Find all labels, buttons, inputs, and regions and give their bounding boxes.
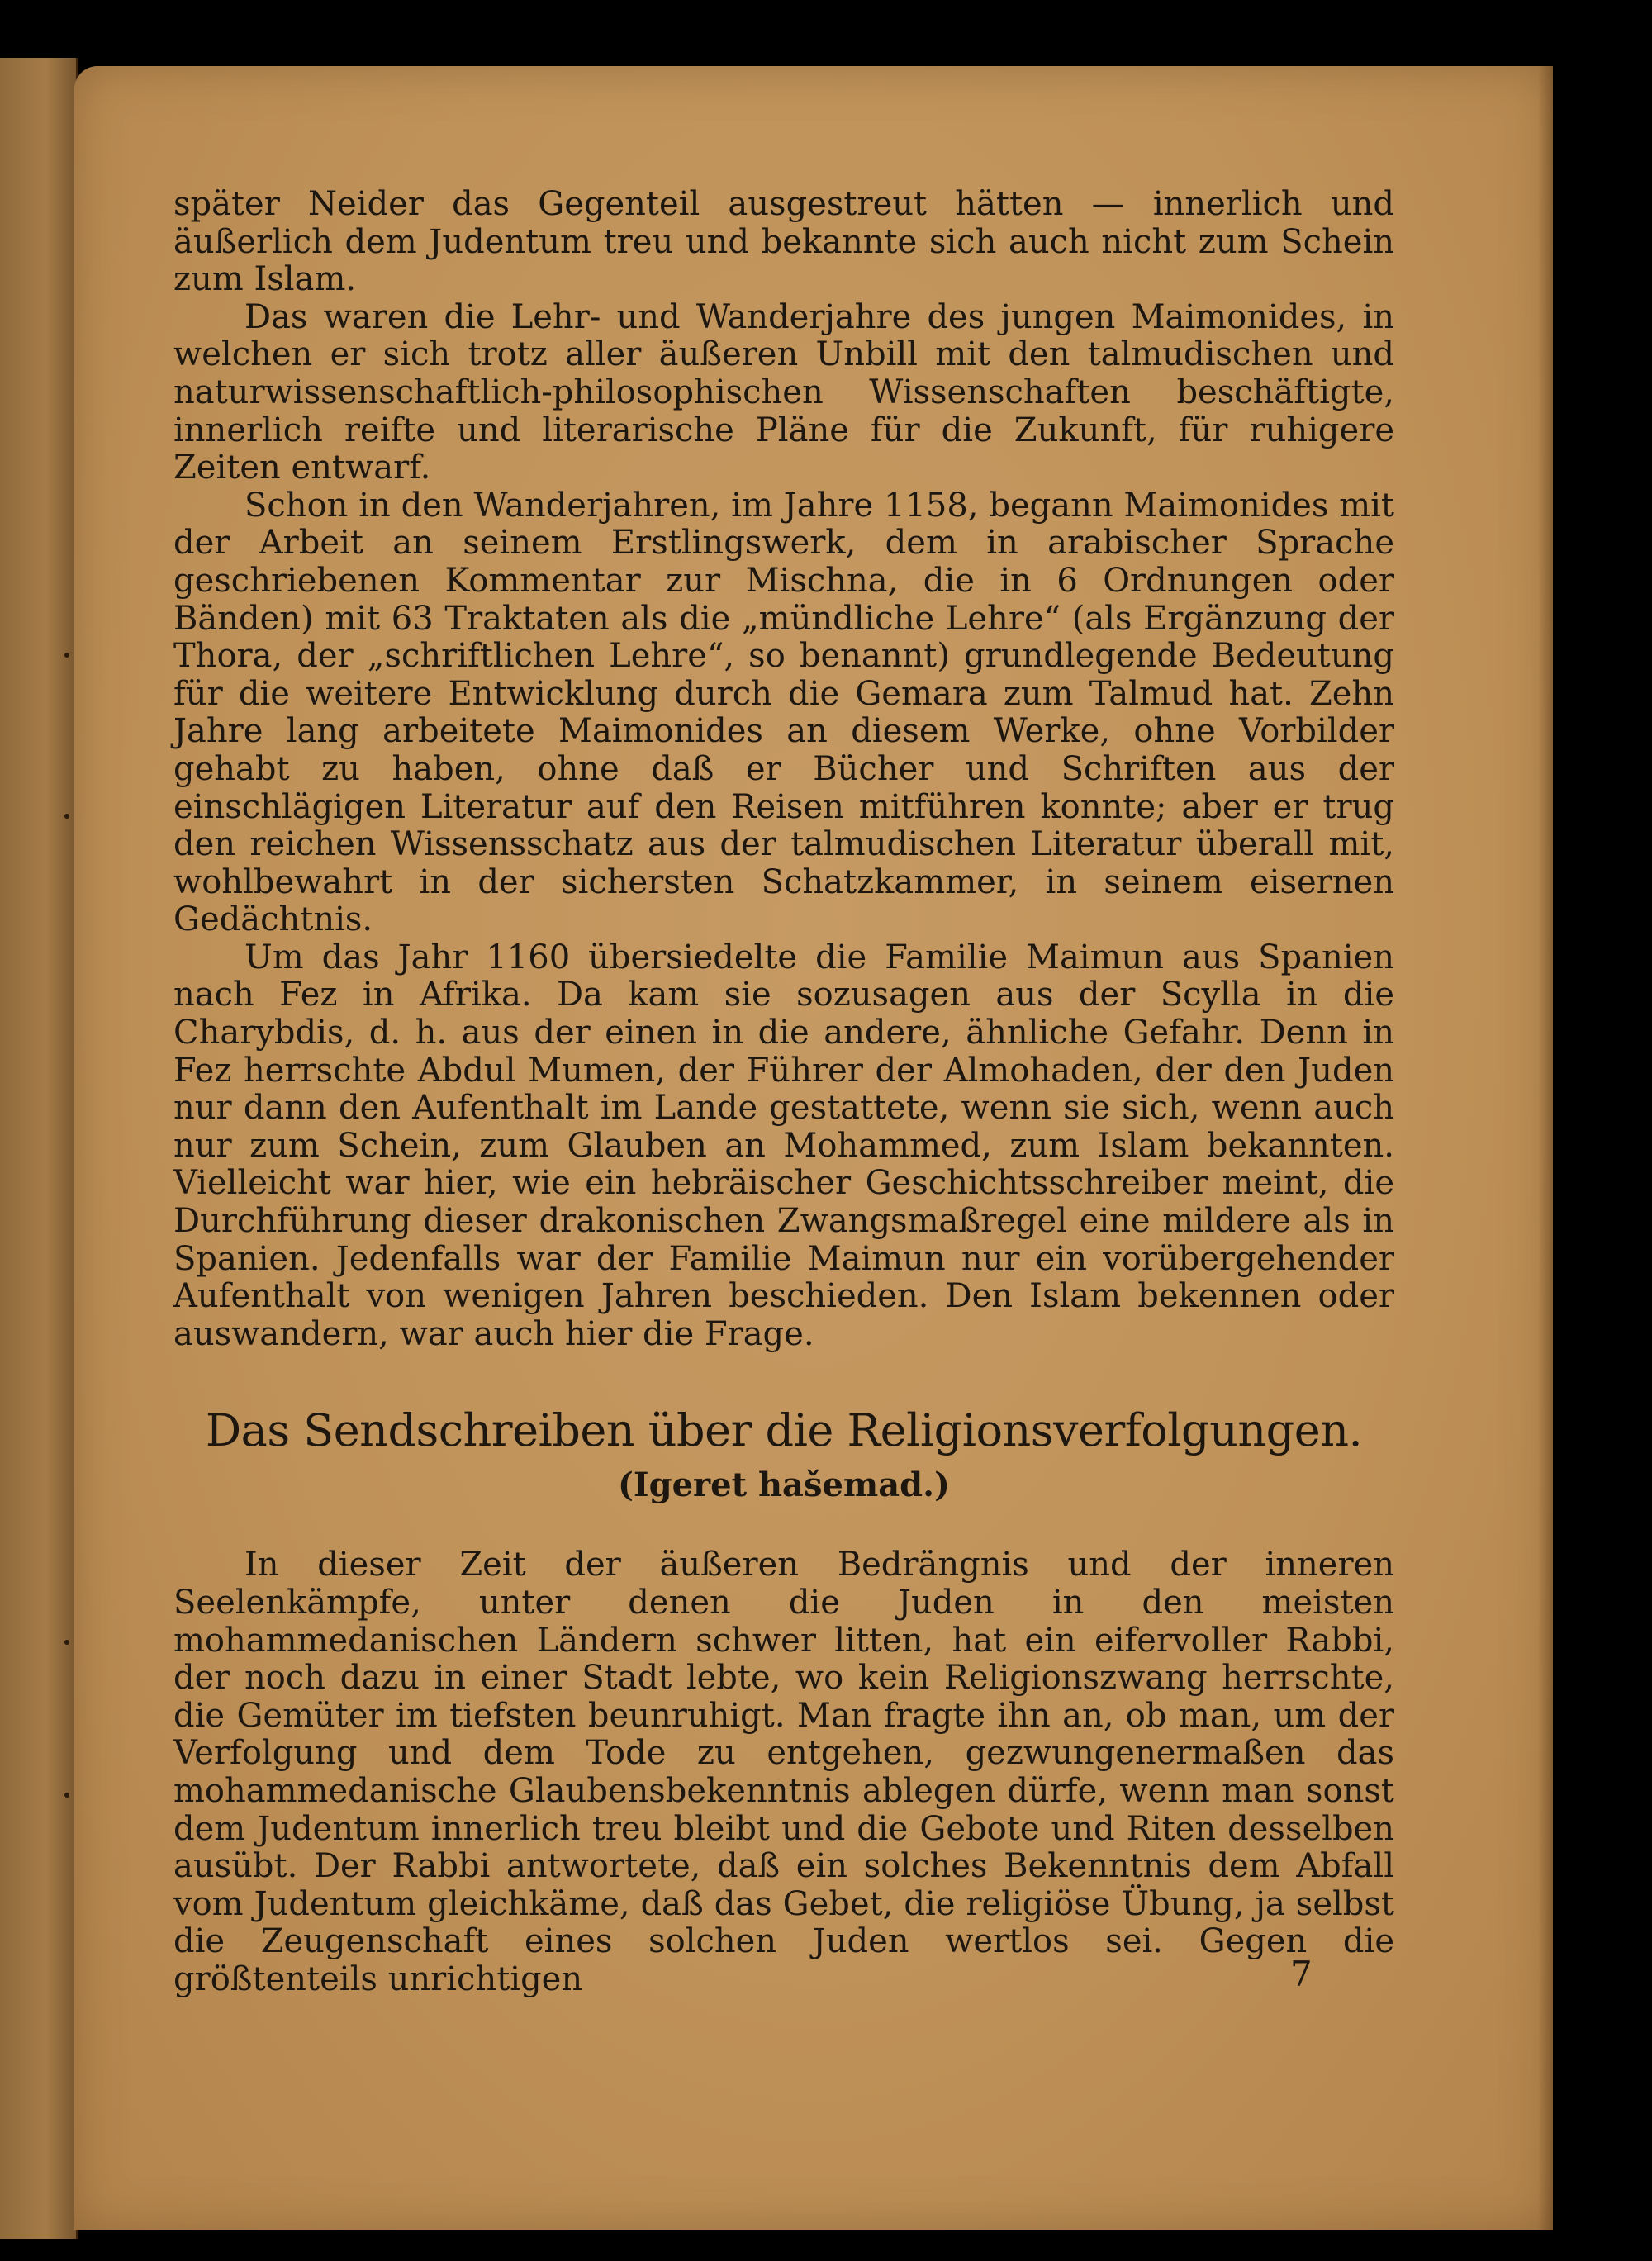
section-subheading: (Igeret hašemad.) <box>617 1465 950 1505</box>
paragraph-igeret: In dieser Zeit der äußeren Bedrängnis und der inneren Seelenkämpfe, unter denen die Juden in den meisten mohammedanischen Ländern schwer litten, hat ein eifervoller Rabbi, der noch dazu in einer Stadt lebte, wo kein Religionszwang herrschte, die Gemüter im tiefsten beunruhigt. Man fragte ihn an, ob man, um der Verfolgung und dem Tode zu entgehen, gezwungenermaßen das mohammedanische Glaubensbekenntnis ablegen dürfe, wenn man sonst dem Judentum innerlich treu bleibt und die Gebote und Riten desselben ausübt. Der Rabbi antwortete, daß ein solches Bekenntnis dem Abfall vom Judentum gleichkäme, daß das Gebet, die religiöse Übung, ja selbst die Zeugenschaft eines solchen Juden wertlos sei. Gegen die größtenteils unrichtigen <box>173 1546 1394 1998</box>
paragraph-fez: Um das Jahr 1160 übersiedelte die Familie Maimun aus Spanien nach Fez in Afrika. Da kam sie sozusagen aus der Scylla in die Charybdis, d. h. aus der einen in die andere, ähnliche Gefahr. Denn in Fez herrschte Abdul Mumen, der Führer der Almohaden, der den Juden nur dann den Aufenthalt im Lande gestattete, wenn sie sich, wenn auch nur zum Schein, zum Glauben an Mohammed, zum Islam bekannten. Vielleicht war hier, wie ein hebräischer Geschichtsschreiber meint, die Durchführung dieser drakonischen Zwangsmaßregel eine mildere als in Spanien. Jedenfalls war der Familie Maimun nur ein vorübergehender Aufenthalt von wenigen Jahren beschieden. Den Islam bekennen oder auswandern, war auch hier die Frage. <box>173 938 1394 1353</box>
binding-hole-mark <box>64 1793 69 1798</box>
paragraph-continuation: später Neider das Gegenteil ausgestreut hätten — innerlich und äußerlich dem Judentum treu und bekannte sich auch nicht zum Schein zum Islam. <box>173 185 1394 299</box>
binding-hole-mark <box>64 1640 69 1645</box>
previous-page-edge <box>0 58 78 2239</box>
page-edge-shadow <box>1538 66 1553 2230</box>
page-text-block <box>173 186 1394 1999</box>
binding-hole-mark <box>64 814 69 819</box>
paragraph-mischna-commentary: Schon in den Wanderjahren, im Jahre 1158, begann Maimonides mit der Arbeit an seinem Erstlingswerk, dem in arabischer Sprache geschriebenen Kommentar zur Mischna, die in 6 Ordnungen oder Bänden) mit 63 Traktaten als die „mündliche Lehre“ (als Ergänzung der Thora, der „schriftlichen Lehre“, so benannt) grundlegende Bedeutung für die weitere Entwicklung durch die Gemara zum Talmud hat. Zehn Jahre lang arbeitete Maimonides an diesem Werke, ohne Vorbilder gehabt zu haben, ohne daß er Bücher und Schriften aus der einschlägigen Literatur auf den Reisen mitführen konnte; aber er trug den reichen Wissensschatz aus der talmudischen Literatur überall mit, wohlbewahrt in der sichersten Schatzkammer, in seinem eisernen Gedächtnis. <box>173 486 1394 939</box>
section-heading: Das Sendschreiben über die Religionsverfolgungen. <box>205 1404 1363 1457</box>
paragraph-wanderjahre: Das waren die Lehr- und Wanderjahre des jungen Maimonides, in welchen er sich trotz aller äußeren Unbill mit den talmudischen und naturwissenschaftlich-philosophischen Wissenschaften beschäftigte, innerlich reifte und literarische Pläne für die Zukunft, für ruhigere Zeiten entwarf. <box>173 297 1394 487</box>
page-number: 7 <box>1290 1954 1313 1994</box>
binding-hole-mark <box>64 653 69 658</box>
